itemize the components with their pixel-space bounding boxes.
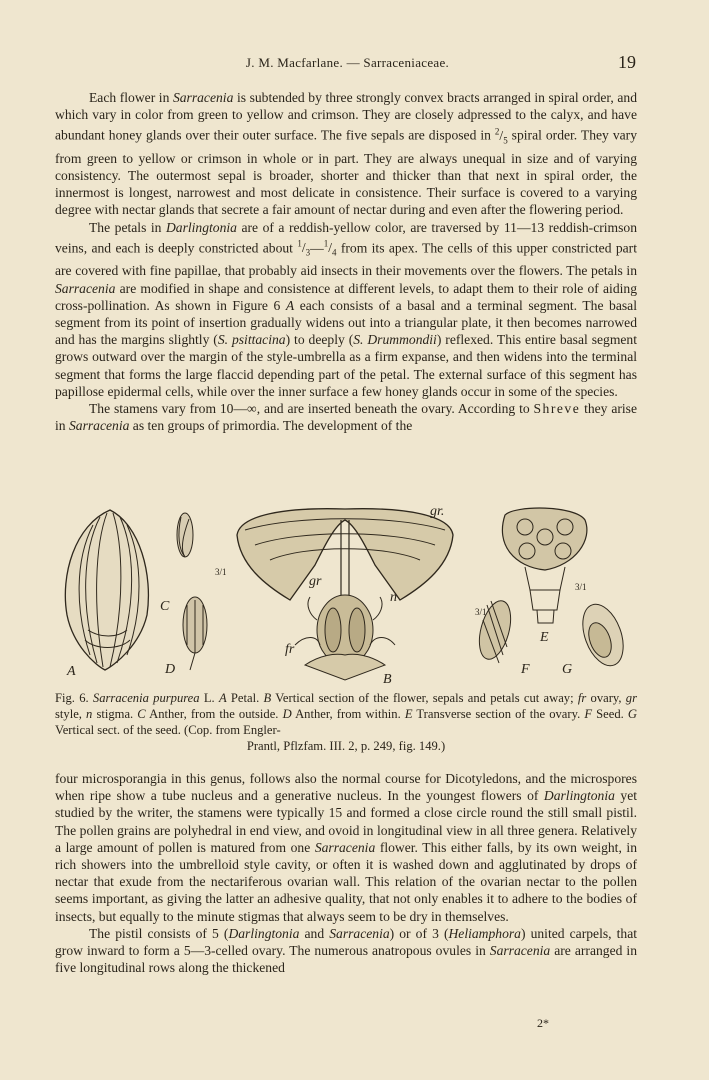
italic-run: Sarracenia bbox=[489, 943, 551, 959]
italic-run: Sarracenia bbox=[314, 839, 376, 855]
figure-caption bbox=[55, 690, 637, 754]
fraction: $^1/_3$ bbox=[297, 238, 311, 259]
italic-run: Darlingtonia bbox=[165, 219, 237, 235]
label-gr: gr bbox=[309, 574, 322, 589]
label-C: C bbox=[160, 599, 170, 614]
italic-run: n bbox=[86, 707, 93, 721]
figure-6-illustration bbox=[55, 505, 645, 690]
paragraph: four microsporangia in this genus, follows also the normal course for Dicotyledons, and the microspores when ripe show a tube nucleus and a generative nucleus. In the youngest flowers of Darlingtonia yet studied by the writer, the stamens were typically 15 and formed a close circle round the still small pistil. The pollen grains are polyhedral in end view, and ovoid in longitudinal view in all three genera. Relatively a large amount of pollen is matured from one Sarracenia flower. This either falls, by its own weight, in rich showers into the umbrelloid style cavity, or often it is washed down and agglutinated by drops of nectar that exude from the nectariferous ovarian wall. This relation of the ovarian nectar to the pollen seems important, as giving the latter an adhesive quality, that not only enables it to adhere to the bodies of insects, but equally to the minute stigmas that always seem to be dry in themselves. bbox=[55, 771, 638, 924]
scale-label-c: 3/1 bbox=[215, 567, 227, 577]
spaced-name: Shreve bbox=[533, 400, 581, 416]
italic-run: S. Drummondii bbox=[353, 332, 437, 348]
paragraph: The petals in Darlingtonia are of a reddish-yellow color, are traversed by 11—13 reddish-crimson veins, and each is deeply constricted about $^1/_3—^1/_4$ from its apex. The cells of this upper constricted part are covered with fine papillae, that probably aid insects in their movements over the flowers. The petals in Sarracenia are modified in shape and consistence at different levels, to adapt them to their role of aiding cross-pollination. As shown in Figure 6 A each consists of a basal and a terminal segment. The basal segment from its point of insertion gradually widens out into a triangular plate, it then becomes narrowed and has the margins slightly (S. psittacina) to deeply (S. Drummondii) reflexed. This entire basal segment grows outward over the margin of the style-umbrella as a firm expanse, and then widens into the terminal segment that forms the large flaccid depending part of the petal. The external surface of this segment has papillose epidermal cells, while over the inner surface a few honey glands occur in some of the species. bbox=[55, 219, 638, 399]
italic-run: Heliamphora bbox=[448, 925, 521, 941]
label-n: n bbox=[390, 590, 397, 605]
label-A: A bbox=[67, 664, 76, 679]
italic-run: Sarracenia bbox=[172, 90, 234, 105]
italic-run: Darlingtonia bbox=[228, 925, 300, 941]
italic-run: G bbox=[627, 707, 637, 721]
italic-run: F bbox=[584, 707, 593, 721]
ovary-section-drawing bbox=[502, 508, 587, 623]
paragraph: The stamens vary from 10—∞, and are inserted beneath the ovary. According to Shreve they arise in Sarracenia as ten groups of primordia. The development of the bbox=[55, 400, 637, 434]
anther-inside-drawing bbox=[183, 597, 207, 670]
label-gr-top: gr. bbox=[430, 505, 445, 519]
anther-outside-drawing bbox=[177, 513, 193, 557]
italic-run: Sarracenia purpurea bbox=[92, 691, 200, 705]
italic-run: A bbox=[285, 297, 295, 313]
seed-section-drawing bbox=[575, 599, 631, 671]
italic-run: E bbox=[404, 707, 413, 721]
italic-run: Sarracenia bbox=[55, 280, 116, 296]
italic-run: A bbox=[218, 691, 227, 705]
text-block-bottom bbox=[55, 770, 637, 976]
fraction: $^1/_4$ bbox=[323, 238, 337, 259]
italic-run: C bbox=[137, 707, 146, 721]
label-D: D bbox=[165, 662, 176, 677]
page-number: 19 bbox=[618, 52, 636, 72]
italic-run: S. psittacina bbox=[217, 332, 286, 348]
label-fr: fr bbox=[285, 642, 295, 657]
scale-label-e: 3/1 bbox=[575, 582, 587, 592]
label-E: E bbox=[540, 630, 549, 645]
fraction: $^2/_5$ bbox=[494, 126, 508, 146]
paragraph: The pistil consists of 5 (Darlingtonia and Sarracenia) or of 3 (Heliamphora) united carpels, that grow inward to form a 5—3-celled ovary. The numerous anatropous ovules in Sarracenia are arranged in five longitudinal rows along the thickened bbox=[55, 925, 638, 976]
italic-run: gr bbox=[625, 691, 637, 705]
paragraph: Each flower in Sarracenia is subtended by three strongly convex bracts arranged in spiral order, and which vary in color from green to yellow and crimson. They are closely adpressed to the calyx, and have abundant honey glands over their outer surface. The five sepals are disposed in $^2/_5$ spiral order. They vary from green to yellow or crimson in whole or in part. They are always unequal in size and of varying consistency. The outermost sepal is broader, shorter and thicker than that next in spiral order, the innermost is longest, narrowest and most delicate in consistence. Their surface is covered to a varying degree with nectar glands that secrete a fair amount of nectar during and even after the flowering period. bbox=[55, 90, 637, 218]
page-header bbox=[55, 52, 640, 76]
label-B: B bbox=[383, 672, 392, 687]
italic-run: fr bbox=[577, 691, 587, 705]
petal-drawing bbox=[65, 510, 148, 670]
italic-run: Sarracenia bbox=[68, 418, 130, 434]
italic-run: D bbox=[282, 707, 292, 721]
label-F: F bbox=[521, 662, 530, 677]
flower-section-drawing bbox=[237, 509, 453, 680]
italic-run: B bbox=[263, 691, 272, 705]
italic-run: Darlingtonia bbox=[543, 788, 615, 804]
text-block-top bbox=[55, 89, 637, 434]
scale-label-f: 3/1 bbox=[475, 607, 487, 617]
caption-text: Fig. 6. Sarracenia purpurea L. A Petal. B Vertical section of the flower, sepals and petals cut away; fr ovary, gr style, n stigma. C Anther, from the outside. D Anther, from within. E Transverse section of the ovary. F Seed. G Vertical sect. of the seed. (Cop. from Engler- bbox=[55, 691, 637, 737]
label-G: G bbox=[562, 662, 573, 677]
botanical-engraving bbox=[55, 505, 645, 690]
caption-source: Prantl, Pflzfam. III. 2, p. 249, fig. 149.) bbox=[246, 739, 446, 753]
running-title: J. M. Macfarlane. — Sarraceniaceae. bbox=[245, 55, 450, 70]
signature-mark: 2* bbox=[537, 1016, 549, 1030]
italic-run: Sarracenia bbox=[329, 925, 390, 941]
